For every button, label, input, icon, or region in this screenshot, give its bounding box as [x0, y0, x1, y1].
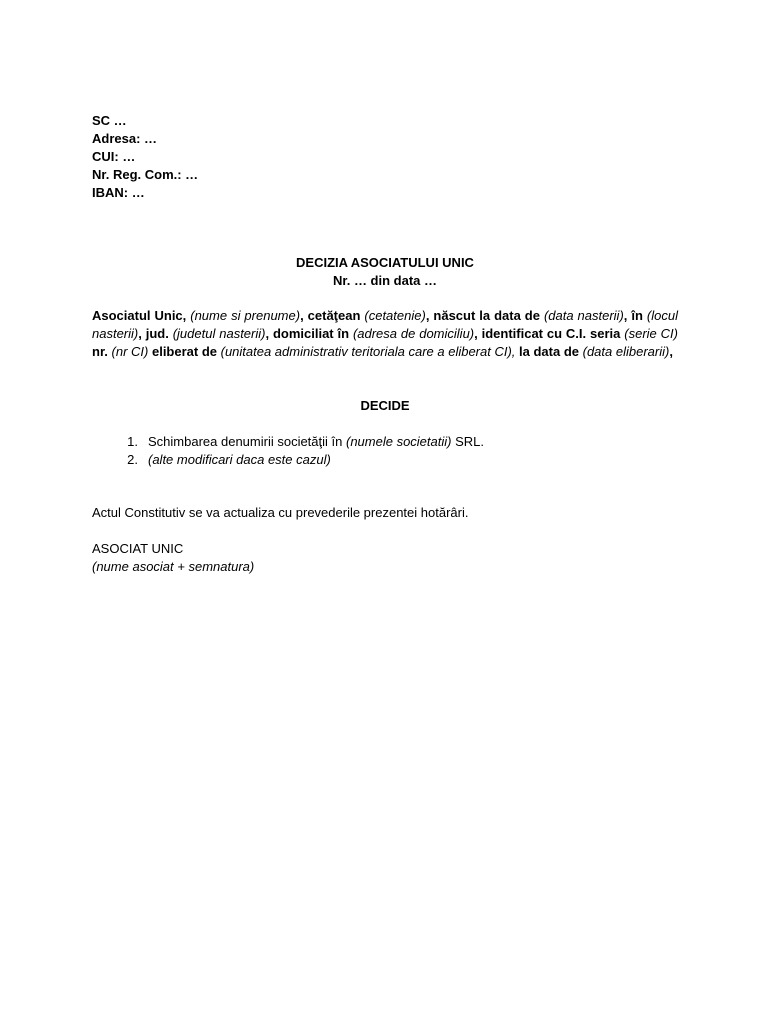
list-item-number: 2.: [127, 452, 138, 467]
decisions-list: [92, 433, 678, 469]
list-item-number: 1.: [127, 434, 138, 449]
intro-text: , domiciliat în: [265, 326, 353, 341]
title-number-date: Nr. … din data …: [332, 273, 437, 288]
intro-text: Asociatul Unic,: [92, 308, 191, 323]
signature-label: ASOCIAT UNIC: [92, 541, 184, 556]
intro-text: la data de: [515, 344, 583, 359]
decision-placeholder: (numele societatii): [345, 434, 452, 449]
company-sc: SC …: [92, 113, 127, 128]
decision-placeholder: (alte modificari daca este cazul): [148, 452, 331, 467]
list-item: [92, 451, 678, 469]
company-address: Adresa: …: [92, 131, 158, 146]
decide-heading: DECIDE: [360, 398, 410, 413]
intro-placeholder: (unitatea administrativ teritoriala care a eliberat CI),: [220, 344, 516, 359]
company-cui: CUI: …: [92, 149, 136, 164]
intro-text: , jud.: [138, 326, 173, 341]
list-item-text: [148, 433, 484, 451]
company-info: [92, 112, 198, 202]
intro-placeholder: (data nasterii): [543, 308, 624, 323]
decision-text: SRL.: [451, 434, 484, 449]
list-item-text: [148, 451, 331, 469]
signature-placeholder: (nume asociat + semnatura): [92, 559, 255, 574]
company-iban: IBAN: …: [92, 185, 145, 200]
intro-placeholder: (adresa de domiciliu): [352, 326, 475, 341]
intro-placeholder: (locul nasterii): [92, 308, 678, 341]
intro-text: nr.: [92, 344, 112, 359]
company-reg-com: Nr. Reg. Com.: …: [92, 167, 199, 182]
decision-text: Schimbarea denumirii societăţii în: [148, 434, 346, 449]
signature-block: [92, 540, 254, 576]
intro-placeholder: (nume si prenume): [190, 308, 301, 323]
intro-text: eliberat de: [148, 344, 221, 359]
intro-paragraph: [92, 307, 678, 361]
intro-text: , în: [623, 308, 647, 323]
intro-placeholder: (nr CI): [111, 344, 149, 359]
list-item: [92, 433, 678, 451]
intro-text: , cetăţean: [300, 308, 365, 323]
document-title: [92, 254, 678, 290]
intro-placeholder: (judetul nasterii): [172, 326, 266, 341]
intro-placeholder: (cetatenie): [364, 308, 426, 323]
intro-placeholder: (data eliberarii): [582, 344, 670, 359]
intro-placeholder: (serie CI): [624, 326, 678, 341]
intro-text: ,: [669, 344, 673, 359]
title-heading: DECIZIA ASOCIATULUI UNIC: [296, 255, 474, 270]
closing-statement: Actul Constitutiv se va actualiza cu prevederile prezentei hotărâri.: [92, 505, 469, 520]
intro-text: , născut la data de: [425, 308, 544, 323]
intro-text: , identificat cu C.I. seria: [474, 326, 625, 341]
